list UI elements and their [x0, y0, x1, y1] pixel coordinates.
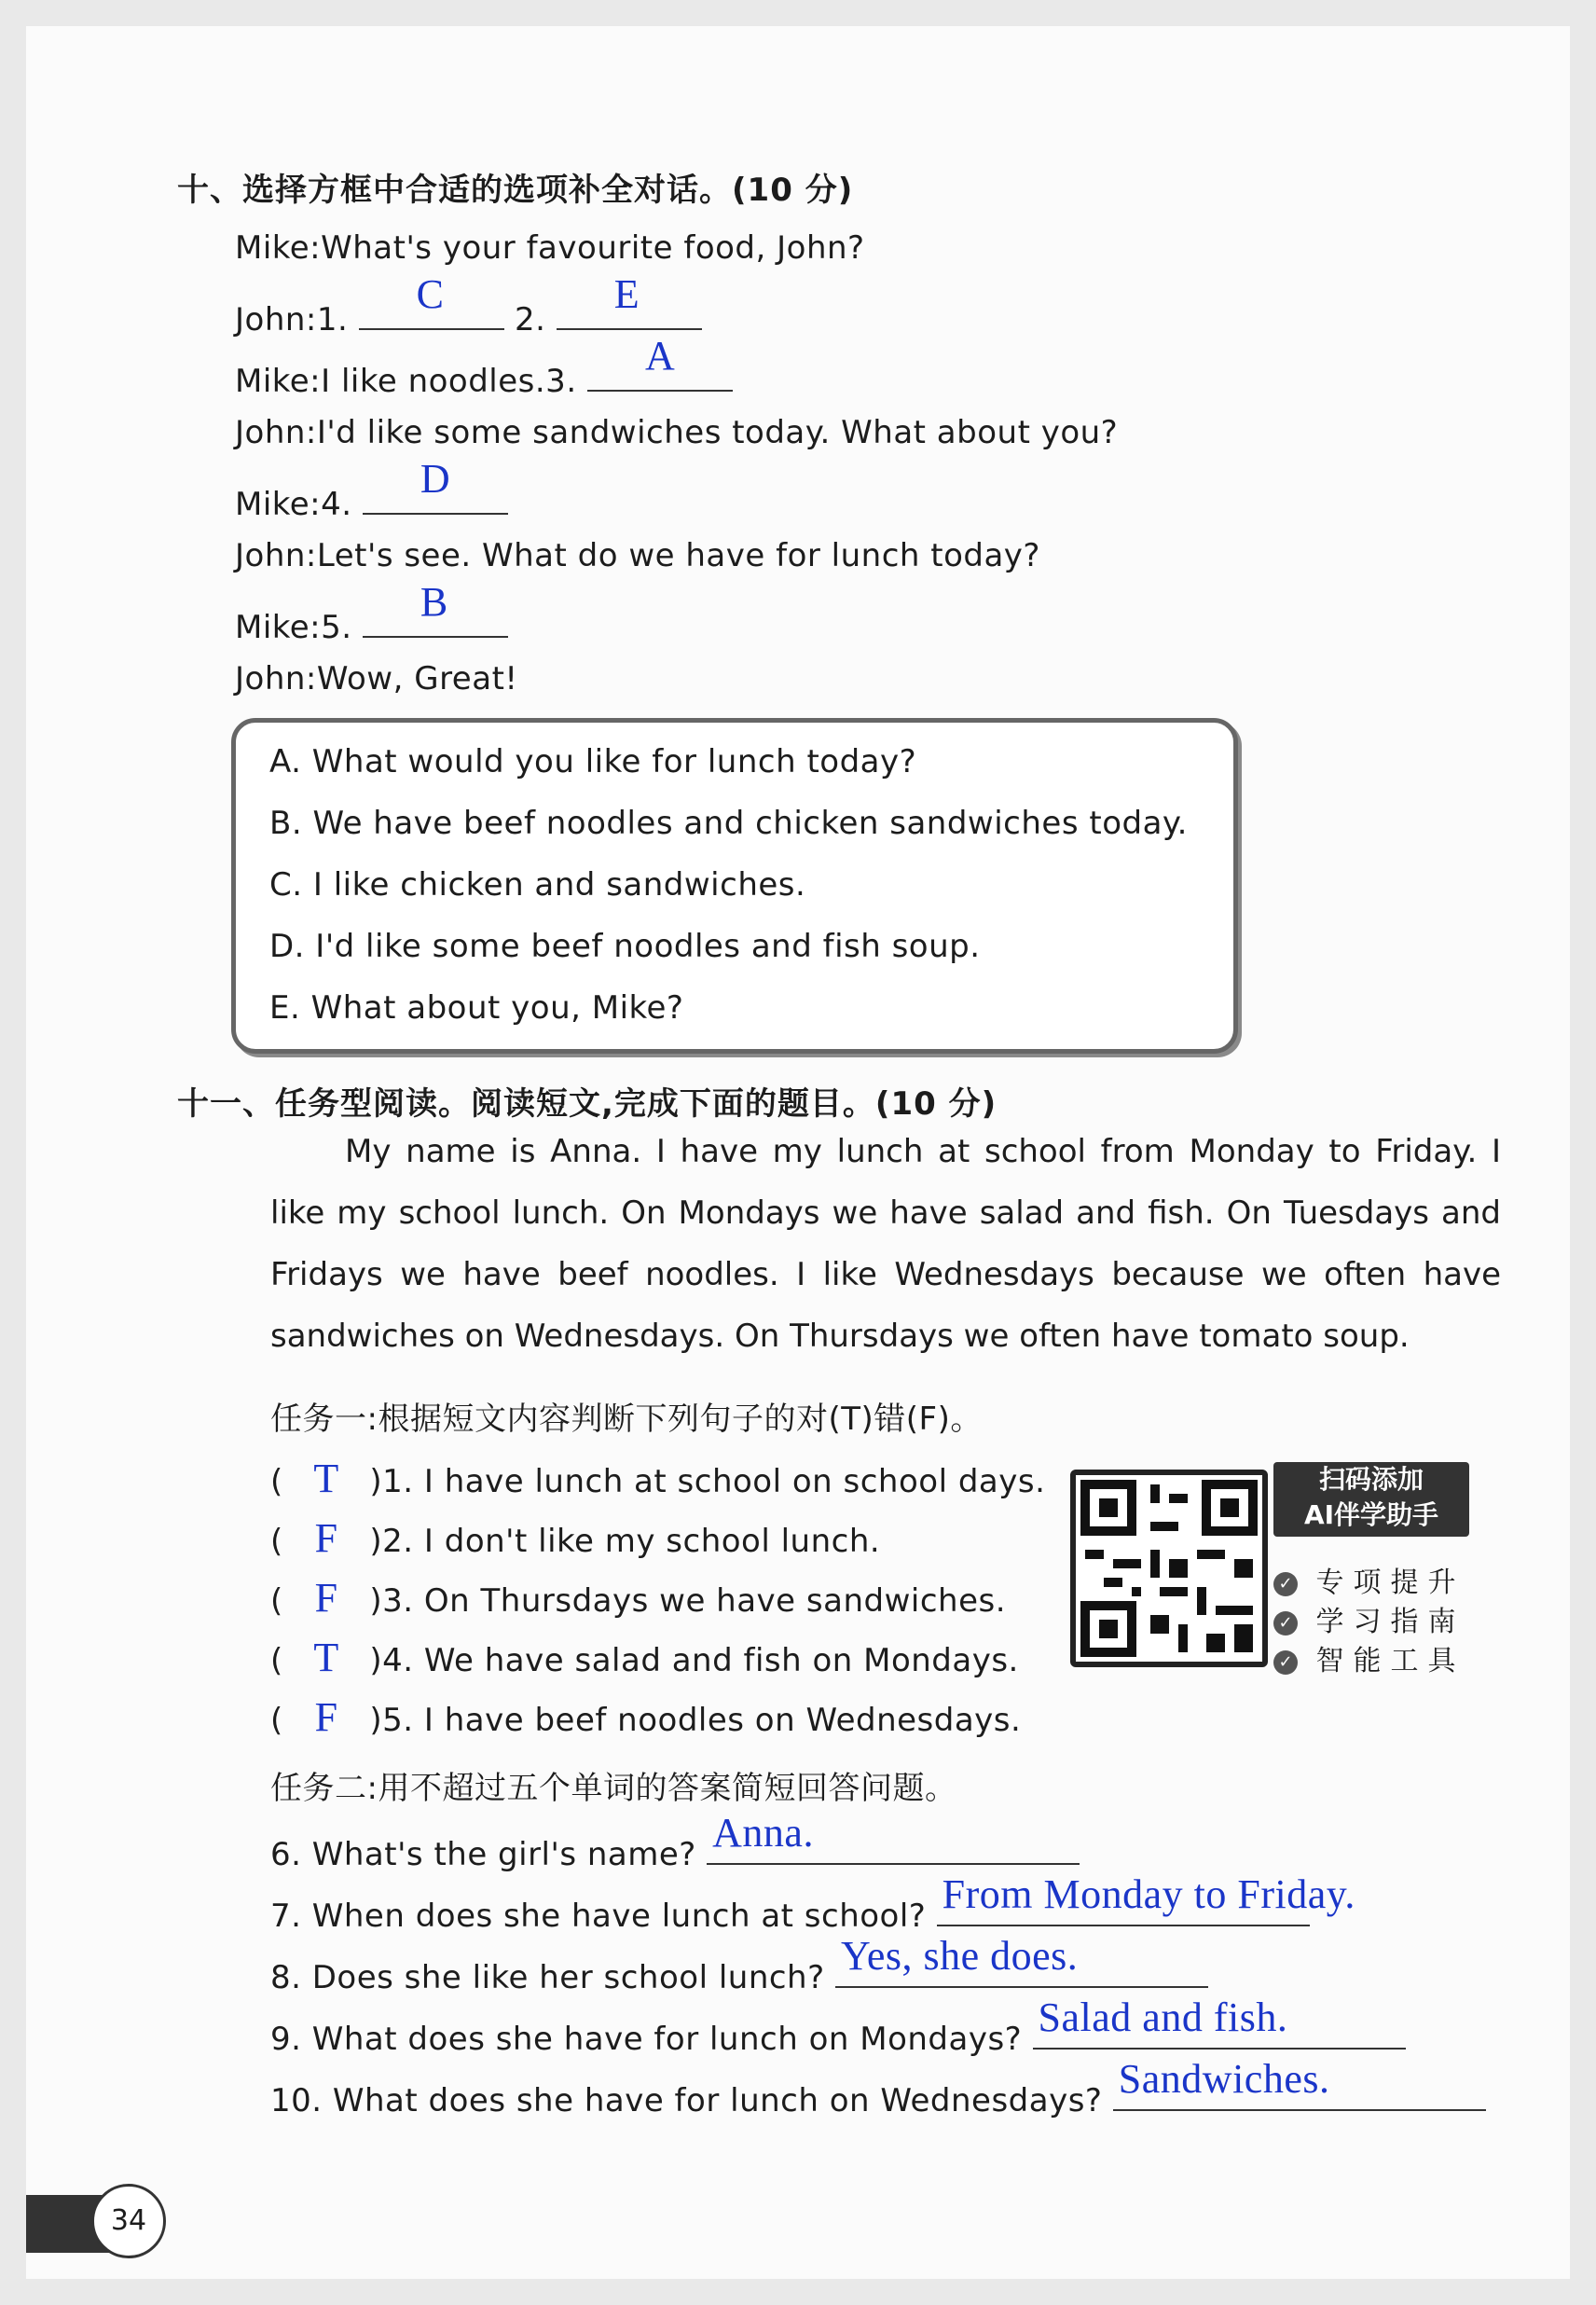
- written-answer: Salad and fish.: [1038, 1994, 1288, 2040]
- answer-blank-2[interactable]: [557, 271, 702, 330]
- option-d: D. I'd like some beef noodles and fish soup.: [269, 928, 981, 965]
- paren-open: (: [270, 1463, 283, 1500]
- qr-feature-2: [1273, 1598, 1465, 1639]
- answer-blank-1[interactable]: [359, 271, 504, 330]
- answer-line[interactable]: [937, 1871, 1355, 1926]
- paren-open: (: [270, 1582, 283, 1620]
- dialogue-line-3: [235, 333, 733, 400]
- written-answer: Anna.: [712, 1810, 814, 1856]
- tf-text: )5. I have beef noodles on Wednesdays.: [369, 1702, 1022, 1739]
- tf-item: [270, 1693, 1021, 1741]
- answer-4: D: [420, 456, 451, 502]
- section11-heading: 十一、任务型阅读。阅读短文,完成下面的题目。(10 分): [177, 1085, 998, 1123]
- paren-open: (: [270, 1642, 283, 1679]
- dialogue-line-7: [235, 579, 508, 646]
- question-7: [270, 1871, 1355, 1935]
- reading-passage: My name is Anna. I have my lunch at school from Monday to Friday. I like my school lunch. On Mondays we have salad and fish. On Tuesdays and Fridays we have beef noodles. I like Wednesdays because we often have sandwiches on Wednesdays. On Thursdays we often have tomato soup.: [270, 1133, 1501, 1355]
- option-e: E. What about you, Mike?: [269, 989, 684, 1027]
- tf-answer[interactable]: T: [313, 1456, 339, 1501]
- qr-feature-3: [1273, 1637, 1465, 1678]
- qr-feature-label: 智能工具: [1315, 1645, 1465, 1677]
- tf-answer[interactable]: T: [313, 1635, 339, 1680]
- written-answer: Yes, she does.: [840, 1933, 1079, 1979]
- option-b: B. We have beef noodles and chicken sandwiches today.: [269, 805, 1188, 842]
- answer-1: C: [416, 271, 445, 317]
- question-text: 9. What does she have for lunch on Mondays?: [270, 2021, 1023, 2058]
- written-answer: From Monday to Friday.: [942, 1871, 1355, 1917]
- answer-3: A: [644, 333, 676, 379]
- question-6: [270, 1810, 1080, 1873]
- tf-item: [270, 1455, 1045, 1502]
- tf-text: )1. I have lunch at school on school days.: [369, 1463, 1046, 1500]
- qr-title: [1273, 1462, 1469, 1537]
- dialogue-line-1: Mike:What's your favourite food, John?: [235, 229, 865, 267]
- answer-blank-3[interactable]: [587, 333, 733, 392]
- dialogue-speaker-mike-4: Mike:5.: [235, 609, 352, 646]
- answer-line[interactable]: [835, 1933, 1208, 1988]
- answer-2: E: [613, 271, 640, 317]
- check-icon: ✓: [1273, 1650, 1298, 1675]
- qr-feature-label: 学习指南: [1315, 1606, 1465, 1638]
- worksheet-page: [26, 26, 1570, 2279]
- question-10: [270, 2056, 1486, 2119]
- dialogue-line-6: John:Let's see. What do we have for lunch today?: [235, 537, 1040, 574]
- dialogue-line-5: [235, 456, 508, 523]
- paren-open: (: [270, 1702, 283, 1739]
- tf-item: [270, 1634, 1019, 1681]
- dialogue-line-8: John:Wow, Great!: [235, 660, 518, 697]
- task1-title: 任务一:根据短文内容判断下列句子的对(T)错(F)。: [270, 1401, 983, 1438]
- question-text: 6. What's the girl's name?: [270, 1836, 696, 1873]
- question-text: 8. Does she like her school lunch?: [270, 1959, 825, 1996]
- answer-line[interactable]: [707, 1810, 1080, 1865]
- question-9: [270, 1994, 1406, 2058]
- tf-text: )2. I don't like my school lunch.: [369, 1523, 881, 1560]
- tf-text: )3. On Thursdays we have sandwiches.: [369, 1582, 1007, 1620]
- qr-code-icon[interactable]: [1070, 1470, 1268, 1667]
- answer-line[interactable]: [1113, 2056, 1486, 2111]
- tf-answer[interactable]: F: [314, 1575, 338, 1621]
- qr-feature-label: 专项提升: [1315, 1567, 1465, 1599]
- qr-title-line2: AI伴学助手: [1303, 1499, 1439, 1530]
- dialogue-line-2: [235, 271, 702, 338]
- answer-5: B: [420, 579, 448, 625]
- dialogue-speaker-mike-2: Mike:I like noodles.3.: [235, 363, 577, 400]
- question-text: 7. When does she have lunch at school?: [270, 1898, 927, 1935]
- option-c: C. I like chicken and sandwiches.: [269, 866, 806, 904]
- dialogue-speaker-mike-3: Mike:4.: [235, 486, 352, 523]
- check-icon: ✓: [1273, 1611, 1298, 1636]
- dialogue-number-2: 2.: [514, 301, 546, 338]
- option-a: A. What would you like for lunch today?: [269, 743, 917, 780]
- tf-item: [270, 1514, 880, 1562]
- tf-answer[interactable]: F: [314, 1694, 338, 1740]
- tf-answer[interactable]: F: [314, 1515, 338, 1561]
- tf-text: )4. We have salad and fish on Mondays.: [369, 1642, 1019, 1679]
- question-text: 10. What does she have for lunch on Wednesdays?: [270, 2082, 1103, 2119]
- qr-feature-1: [1273, 1559, 1465, 1600]
- dialogue-speaker-john-1: John:1.: [235, 301, 349, 338]
- page-number: 34: [91, 2184, 166, 2258]
- qr-title-line1: 扫码添加: [1318, 1464, 1424, 1495]
- options-box: [231, 718, 1238, 1054]
- paren-open: (: [270, 1523, 283, 1560]
- qr-panel[interactable]: [1042, 1443, 1490, 1677]
- check-icon: ✓: [1273, 1572, 1298, 1596]
- answer-blank-5[interactable]: [363, 579, 508, 638]
- written-answer: Sandwiches.: [1118, 2056, 1330, 2102]
- tf-item: [270, 1574, 1006, 1622]
- answer-line[interactable]: [1033, 1994, 1406, 2050]
- answer-blank-4[interactable]: [363, 456, 508, 515]
- task2-title: 任务二:用不超过五个单词的答案简短回答问题。: [270, 1770, 957, 1807]
- dialogue-line-4: John:I'd like some sandwiches today. What about you?: [235, 414, 1119, 451]
- section10-heading: 十、选择方框中合适的选项补全对话。(10 分): [177, 172, 854, 209]
- question-8: [270, 1933, 1208, 1996]
